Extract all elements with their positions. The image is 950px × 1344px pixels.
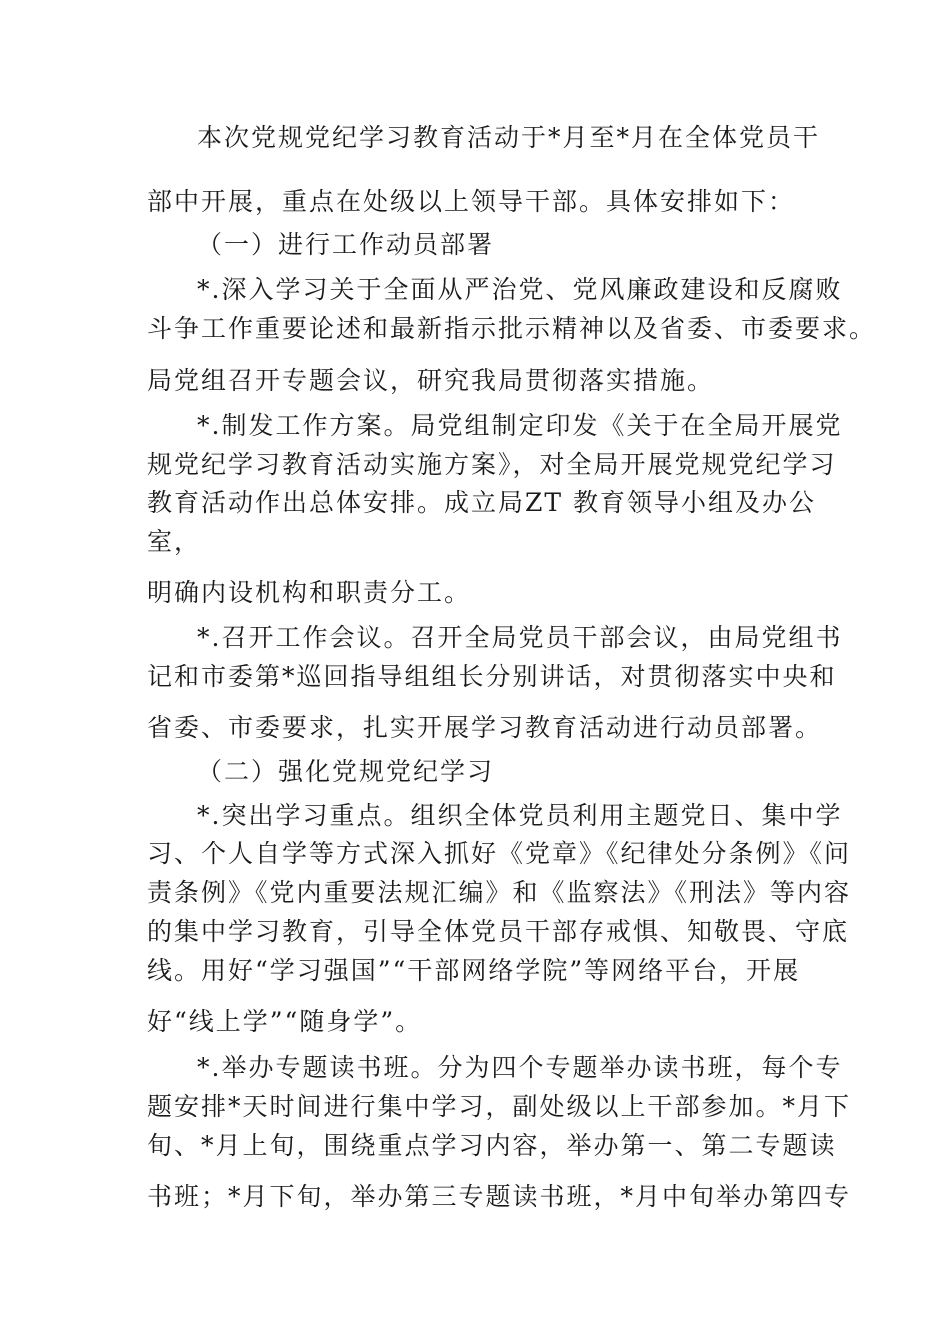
- item-3-line-1: *.召开工作会议。召开全局党员干部会议，由局党组书: [197, 623, 843, 652]
- item-2-line-2: 规党纪学习教育活动实施方案》，对全局开展党规党纪学习: [147, 450, 837, 479]
- item-2-line-4: 室，: [147, 527, 202, 556]
- item-5-line-2: 题安排*天时间进行集中学习，副处级以上干部参加。*月下: [147, 1092, 852, 1121]
- item-1-line-1: *.深入学习关于全面从严治党、党风廉政建设和反腐败: [197, 275, 843, 304]
- item-4-line-1: *.突出学习重点。组织全体党员利用主题党日、集中学: [197, 801, 843, 830]
- item-1-line-2: 斗争工作重要论述和最新指示批示精神以及省委、市委要求。: [147, 314, 877, 343]
- item-4-line-5: 线。用好“学习强国”“干部网络学院”等网络平台，开展: [147, 956, 801, 985]
- item-5-line-4: 书班；*月下旬，举办第三专题读书班，*月中旬举办第四专: [147, 1182, 852, 1211]
- item-2-line-1: *.制发工作方案。局党组制定印发《关于在全局开展党: [197, 411, 843, 440]
- item-3-line-3: 省委、市委要求，扎实开展学习教育活动进行动员部署。: [147, 713, 823, 742]
- item-2-line-3: 教育活动作出总体安排。成立局ZT 教育领导小组及办公: [147, 488, 816, 517]
- item-5-line-3: 旬、*月上旬，围绕重点学习内容，举办第一、第二专题读: [147, 1131, 837, 1160]
- item-2-line-5: 明确内设机构和职责分工。: [147, 578, 472, 607]
- item-5-line-1: *.举办专题读书班。分为四个专题举办读书班，每个专: [197, 1053, 843, 1082]
- item-4-line-4: 的集中学习教育，引导全体党员干部存戒惧、知敬畏、守底: [147, 917, 850, 946]
- paragraph-intro-line-1: 本次党规党纪学习教育活动于*月至*月在全体党员干: [197, 123, 821, 152]
- item-4-line-3: 责条例》《党内重要法规汇编》和《监察法》《刑法》等内容: [147, 878, 852, 907]
- paragraph-intro-line-2: 部中开展，重点在处级以上领导干部。具体安排如下：: [147, 187, 796, 216]
- item-1-line-3: 局党组召开专题会议，研究我局贯彻落实措施。: [147, 366, 715, 395]
- section-heading-2: （二）强化党规党纪学习: [197, 757, 495, 786]
- item-4-line-6: 好“线上学”“随身学”。: [147, 1007, 423, 1036]
- item-3-line-2: 记和市委第*巡回指导组组长分别讲话，对贯彻落实中央和: [147, 662, 837, 691]
- section-heading-1: （一）进行工作动员部署: [197, 230, 495, 259]
- item-4-line-2: 习、个人自学等方式深入抓好《党章》《纪律处分条例》《问: [147, 839, 852, 868]
